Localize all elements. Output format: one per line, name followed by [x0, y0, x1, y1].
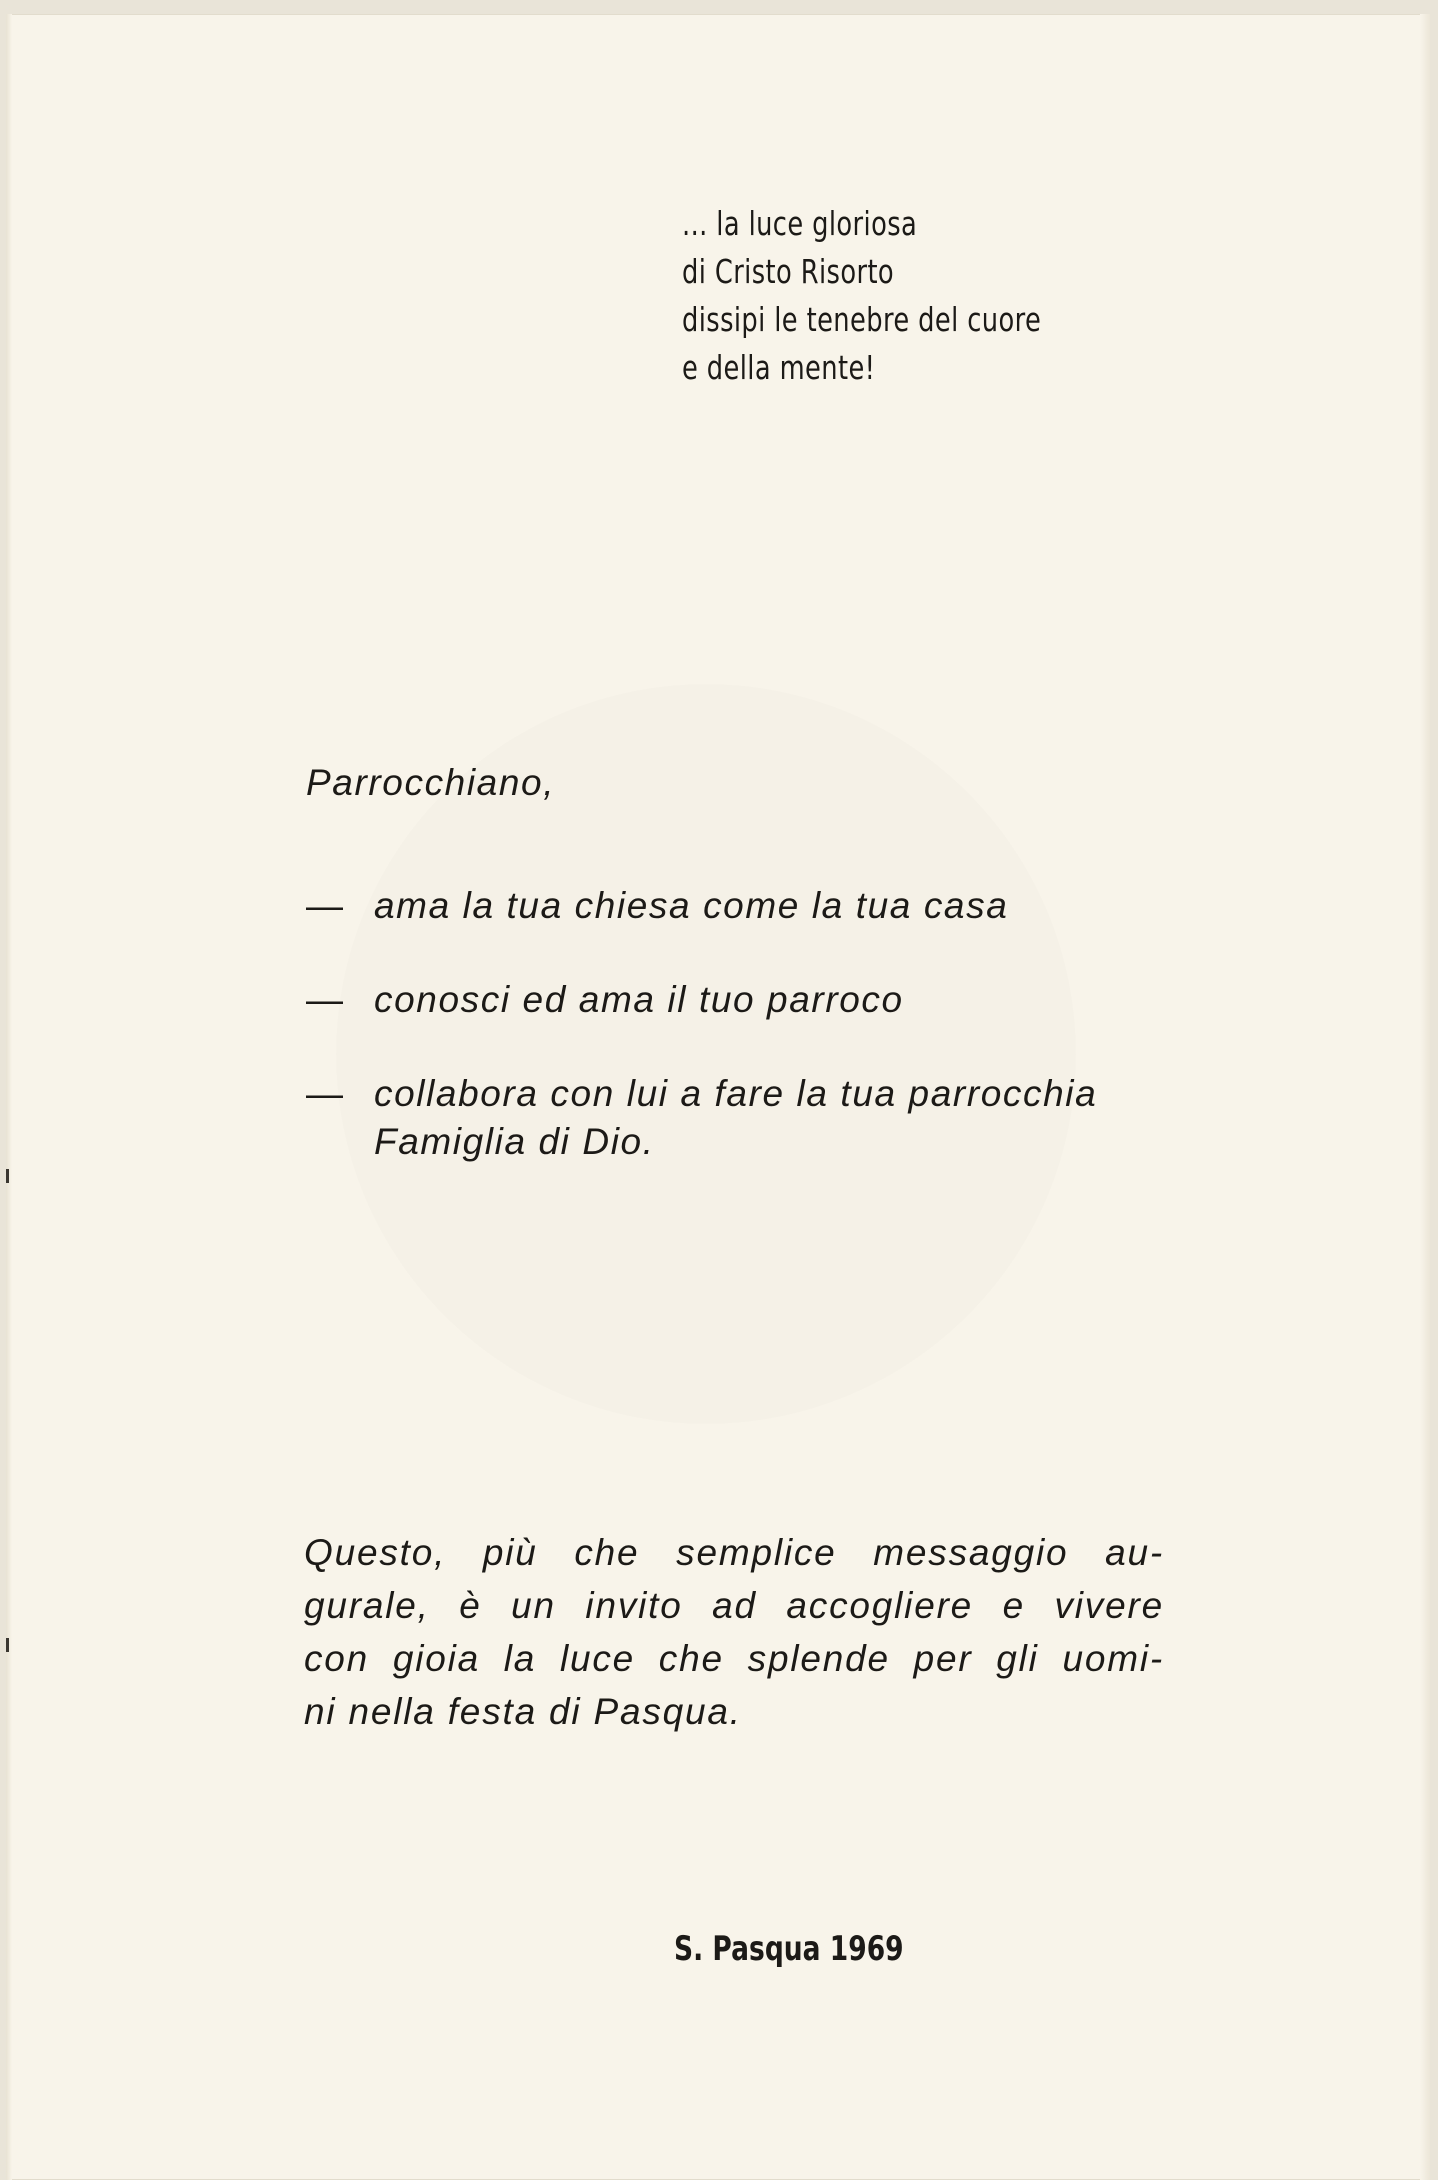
message-line: Questo, più che semplice messaggio au- — [304, 1532, 1164, 1573]
staple-top — [6, 1169, 9, 1183]
epigraph-line: e della mente! — [682, 348, 876, 387]
message-paragraph — [304, 1526, 1164, 1738]
greeting: Parrocchiano, — [306, 762, 556, 803]
exhortation-list — [306, 882, 1097, 1212]
list-item — [306, 882, 1097, 930]
list-item-text: conosci ed ama il tuo parroco — [374, 979, 904, 1020]
epigraph-line: ... la luce gloriosa — [682, 204, 918, 243]
page-binding-edge — [6, 14, 12, 2180]
message-line: con gioia la luce che splende per gli uomi- — [304, 1638, 1164, 1679]
epigraph-line: di Cristo Risorto — [682, 252, 895, 291]
list-item-text: collabora con lui a fare la tua parrocchia Famiglia di Dio. — [374, 1073, 1098, 1162]
message-line: ni nella festa di Pasqua. — [304, 1691, 742, 1732]
epigraph-line: dissipi le tenebre del cuore — [682, 300, 1042, 339]
list-dash: — — [306, 979, 345, 1020]
list-dash: — — [306, 1073, 345, 1114]
document-page — [6, 14, 1430, 2180]
signature-date: S. Pasqua 1969 — [674, 1929, 904, 1969]
list-item — [306, 1070, 1097, 1166]
list-item — [306, 976, 1097, 1024]
list-dash: — — [306, 885, 345, 926]
list-item-text: ama la tua chiesa come la tua casa — [374, 885, 1009, 926]
page-right-edge — [1420, 14, 1430, 2180]
staple-bottom — [6, 1638, 9, 1652]
message-line: gurale, è un invito ad accogliere e vivere — [304, 1585, 1164, 1626]
epigraph — [682, 200, 1041, 392]
